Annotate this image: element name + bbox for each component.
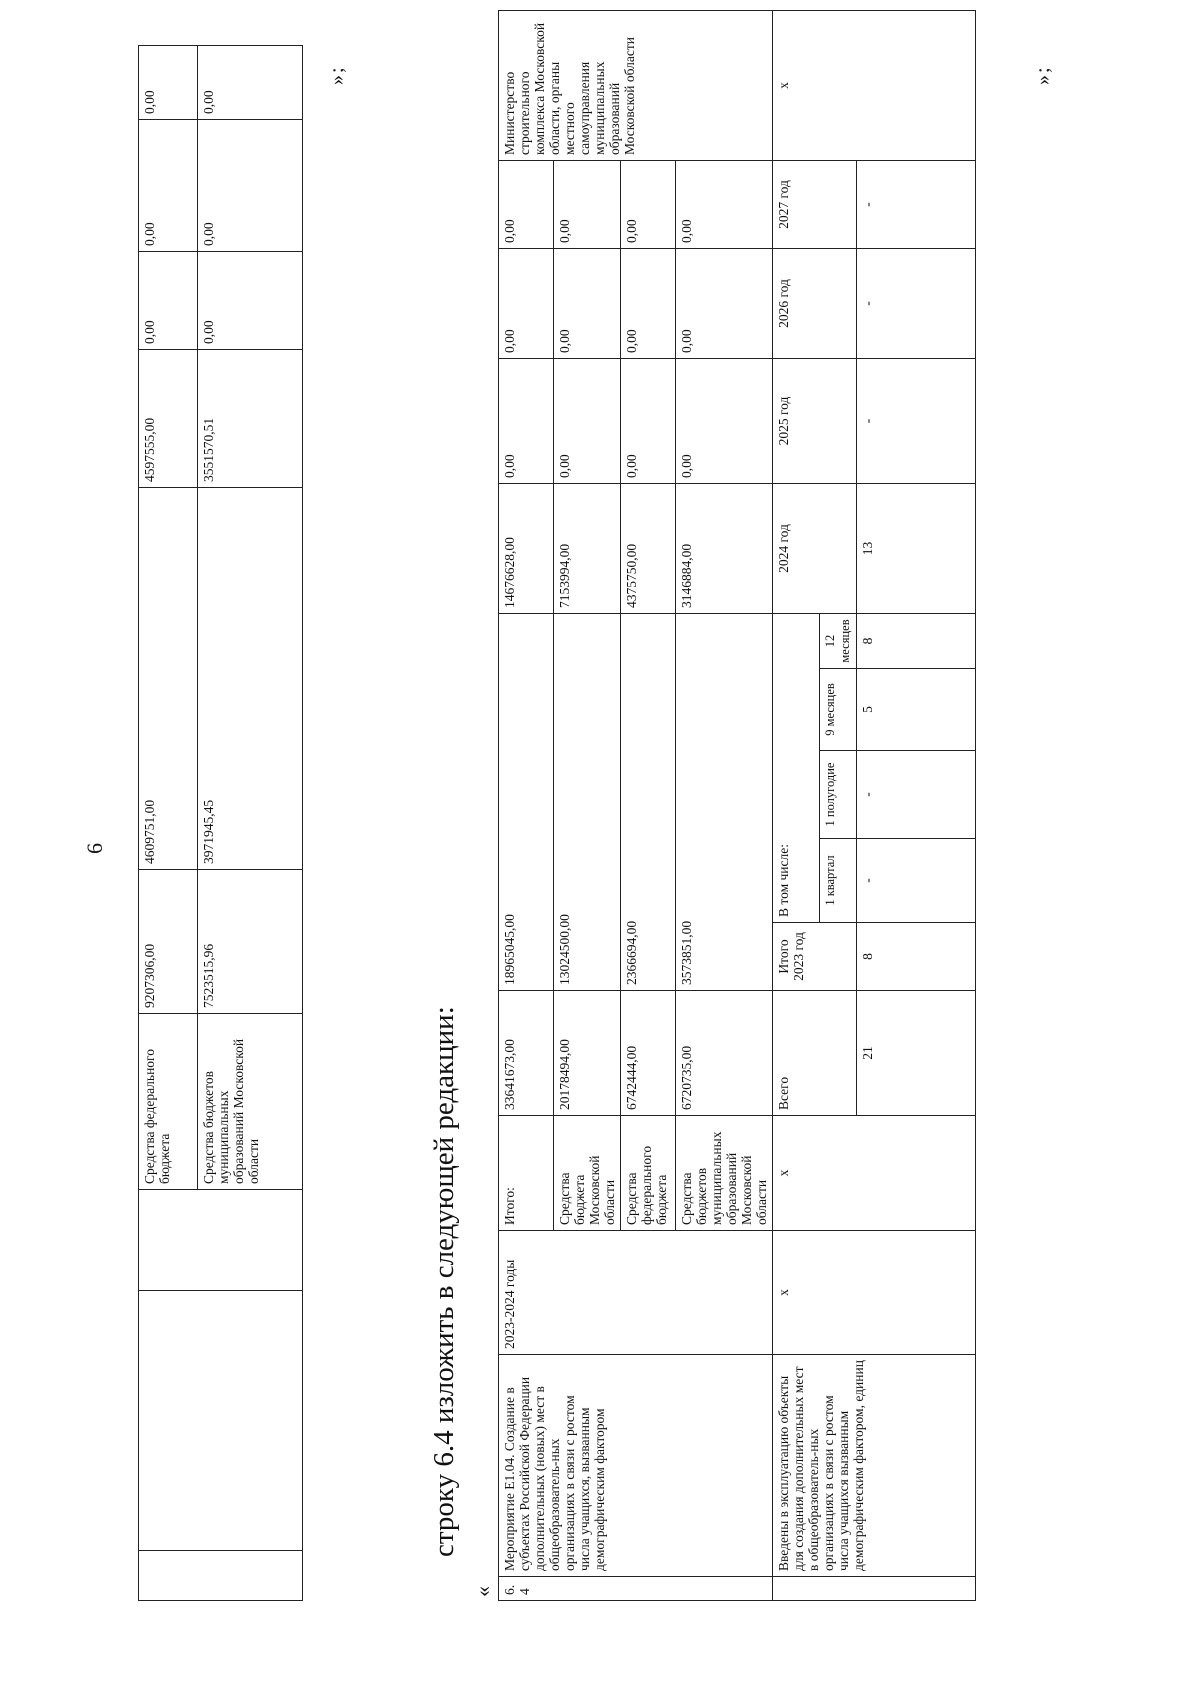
header-h1: 1 полугодие (820, 751, 857, 839)
result-source-x: х (773, 1116, 976, 1231)
finance-source: Средства бюджетов муниципальных образований Московской области (676, 1116, 773, 1231)
value-9m: 5 (857, 669, 976, 751)
header-total: Всего (773, 991, 857, 1116)
finance-source: Средства бюджета Московской области (554, 1116, 621, 1231)
measure-period: 2023-2024 годы (499, 1231, 773, 1355)
finance-2025: 0,00 (499, 359, 554, 484)
header-in-that: В том числе: (773, 614, 820, 923)
top-table-continuation (138, 45, 303, 1601)
instruction-heading: строку 6.4 изложить в следующей редакции: (428, 1006, 460, 1557)
finance-total: 7523515,96 (198, 870, 303, 1014)
header-2027: 2027 год (773, 161, 857, 249)
finance-2027: 0,00 (198, 46, 303, 120)
result-responsible-x: х (773, 11, 976, 161)
finance-2026: 0,00 (198, 120, 303, 252)
empty-cell (139, 1291, 303, 1551)
finance-2024: 7153994,00 (554, 484, 621, 614)
row-6-4-table (498, 10, 976, 1601)
empty-cell (139, 1551, 303, 1601)
header-9m: 9 месяцев (820, 669, 857, 751)
measure-name: Мероприятие Е1.04. Создание в субъектах Российской Федерации дополнительных (новых) мест в общеобразователь-ных организациях в связи с ростом числа учащихся, вызванным демографическим фактором (499, 1355, 773, 1577)
header-2025: 2025 год (773, 359, 857, 484)
finance-2025: 0,00 (198, 252, 303, 350)
finance-2027: 0,00 (621, 161, 676, 249)
finance-2024: 14676628,00 (499, 484, 554, 614)
empty-cell (773, 1577, 820, 1601)
finance-source: Итого: (499, 1116, 554, 1231)
finance-2026: 0,00 (621, 249, 676, 359)
page-number: 6 (82, 843, 107, 854)
finance-2023: 3971945,45 (198, 488, 303, 870)
finance-2027: 0,00 (676, 161, 773, 249)
finance-total: 6742444,00 (621, 991, 676, 1116)
table-row (773, 11, 820, 1601)
value-2026: - (857, 249, 976, 359)
finance-2025: 0,00 (676, 359, 773, 484)
finance-total: 9207306,00 (139, 870, 198, 1014)
value-2024: 13 (857, 484, 976, 614)
finance-2026: 0,00 (554, 249, 621, 359)
finance-2023: 13024500,00 (554, 614, 621, 991)
empty-cell (139, 1190, 303, 1291)
value-2025: - (857, 359, 976, 484)
finance-total: 6720735,00 (676, 991, 773, 1116)
finance-2024: 4375750,00 (621, 484, 676, 614)
opening-quote: « (470, 1586, 495, 1597)
header-itogo-2023: Итого 2023 год (773, 923, 857, 991)
result-period-x: х (773, 1231, 976, 1355)
value-h1: - (857, 751, 976, 839)
finance-total: 20178494,00 (554, 991, 621, 1116)
finance-2024: 3551570,51 (198, 350, 303, 488)
finance-source: Средства федерального бюджета (139, 1014, 198, 1190)
header-2026: 2026 год (773, 249, 857, 359)
header-2024: 2024 год (773, 484, 857, 614)
finance-2024: 4597555,00 (139, 350, 198, 488)
value-12m: 8 (857, 614, 976, 669)
empty-cell (820, 1577, 857, 1601)
finance-2025: 0,00 (139, 252, 198, 350)
finance-2023: 3573851,00 (676, 614, 773, 991)
value-total: 21 (857, 991, 976, 1116)
finance-2027: 0,00 (499, 161, 554, 249)
finance-2026: 0,00 (139, 120, 198, 252)
table-row (139, 46, 198, 1601)
finance-2023: 18965045,00 (499, 614, 554, 991)
closing-quote: »; (326, 65, 348, 85)
finance-source: Средства бюджетов муниципальных образований Московской области (198, 1014, 303, 1190)
finance-2026: 0,00 (676, 249, 773, 359)
header-12m: 12 месяцев (820, 614, 857, 669)
value-2027: - (857, 161, 976, 249)
finance-2024: 3146884,00 (676, 484, 773, 614)
finance-2026: 0,00 (499, 249, 554, 359)
closing-quote: »; (1032, 65, 1054, 85)
finance-2023: 4609751,00 (139, 488, 198, 870)
finance-2027: 0,00 (554, 161, 621, 249)
empty-cell (857, 1577, 976, 1601)
value-q1: - (857, 839, 976, 923)
finance-2027: 0,00 (139, 46, 198, 120)
finance-source: Средства федерального бюджета (621, 1116, 676, 1231)
responsible-executor: Министерство строительного комплекса Московской области, органы местного самоуправления муниципальных образований Московской области (499, 11, 773, 161)
finance-2023: 2366694,00 (621, 614, 676, 991)
value-itogo-2023: 8 (857, 923, 976, 991)
row-number: 6.4 (499, 1577, 773, 1601)
header-q1: 1 квартал (820, 839, 857, 923)
result-name: Введены в эксплуатацию объекты для создания дополнительных мест в общеобразователь-ных организациях в связи с ростом числа учащихся вызванным демографическим фактором, единиц (773, 1355, 976, 1577)
finance-2025: 0,00 (554, 359, 621, 484)
finance-total: 33641673,00 (499, 991, 554, 1116)
finance-2025: 0,00 (621, 359, 676, 484)
table-row (499, 11, 554, 1601)
